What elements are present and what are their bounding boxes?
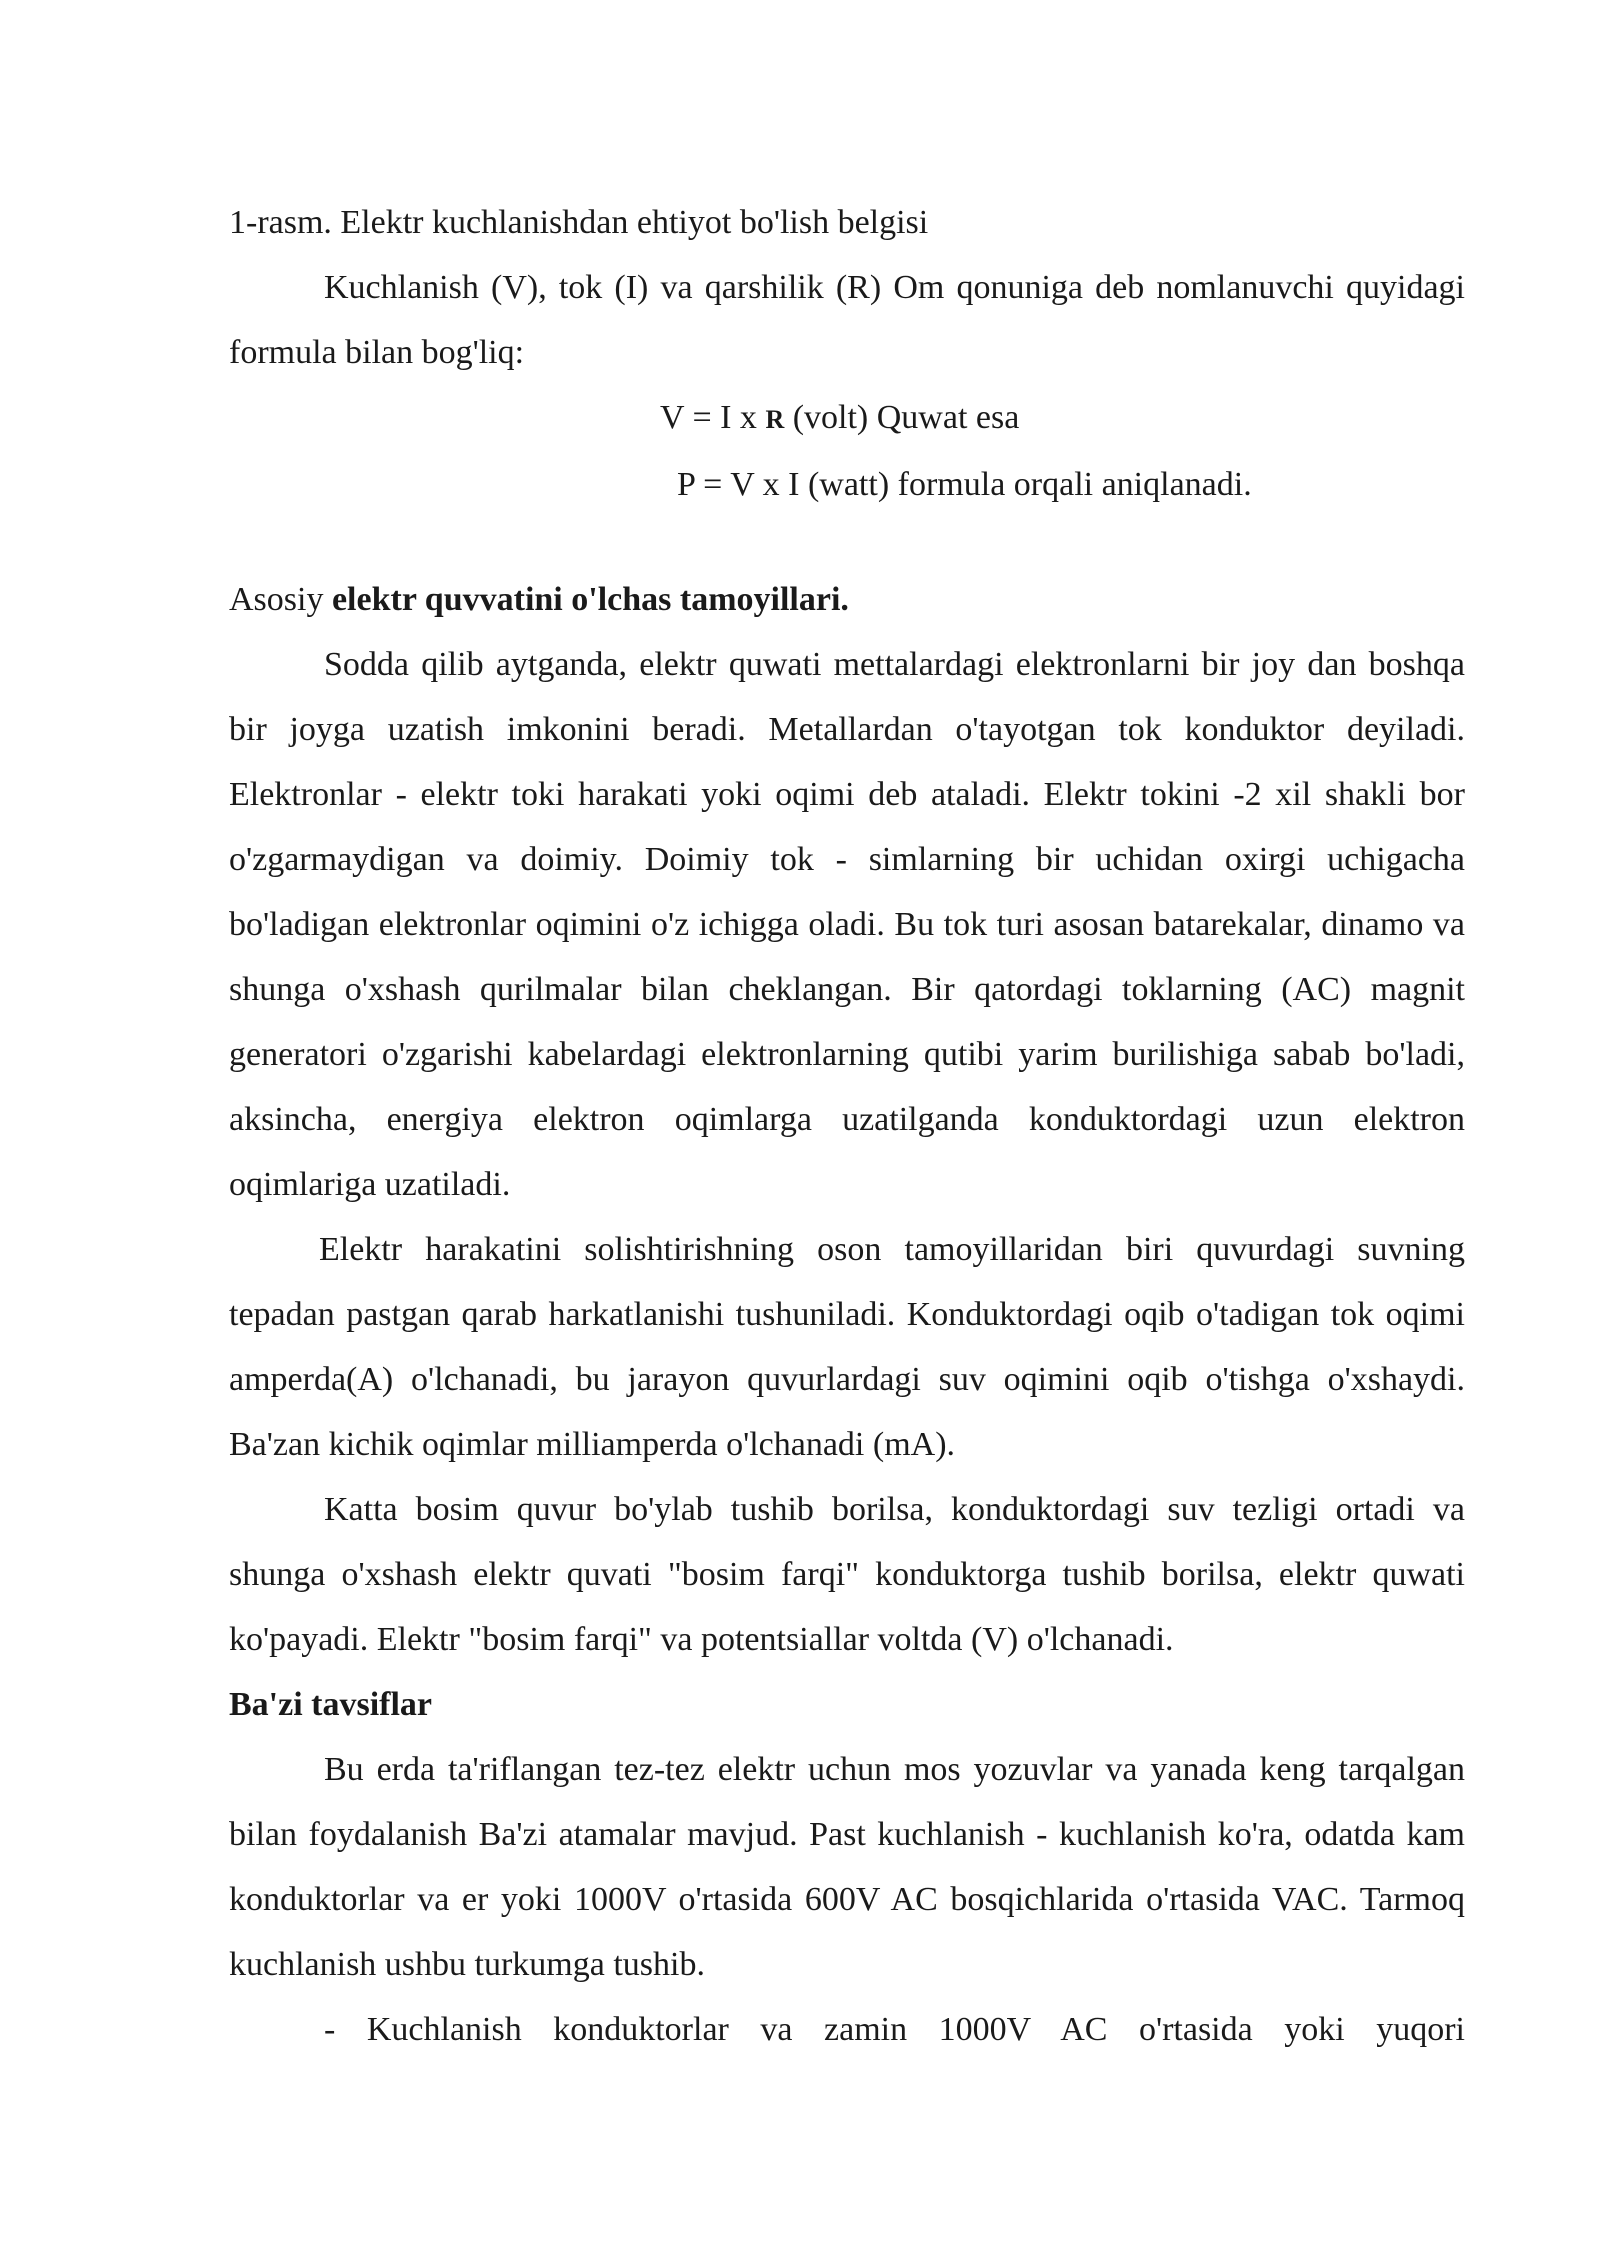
- formula-voltage-after: (volt) Quwat esa: [784, 399, 1020, 436]
- subheading-definitions: Ba'zi tavsiflar: [229, 1686, 433, 1723]
- paragraph-high-voltage: - Kuchlanish konduktorlar va zamin 1000V AC o'rtasida yoki yuqori: [324, 2011, 1465, 2048]
- spacer: [229, 517, 1465, 567]
- paragraph-low-voltage: Bu erda ta'riflangan tez-tez elektr uchun mos yozuvlar va yanada keng tarqalgan bilan foydalanish Ba'zi atamalar mavjud. Past kuchlanish - kuchlanish ko'ra, odatda kam konduktorlar va er yoki 1000V o'rtasida 600V AC bosqichlarida o'rtasida VAC. Tarmoq kuchlanish ushbu turkumga tushib.: [229, 1751, 1465, 1983]
- figure-caption: 1-rasm. Elektr kuchlanishdan ehtiyot bo'lish belgisi: [229, 204, 929, 241]
- document-page: [229, 190, 1465, 2062]
- section-title-prefix: Asosiy: [229, 581, 332, 618]
- formula-voltage: [229, 385, 1465, 452]
- formula-voltage-symbol: R: [765, 405, 785, 434]
- section-title: [229, 567, 1465, 632]
- paragraph-pressure-difference: Katta bosim quvur bo'ylab tushib borilsa, konduktordagi suv tezligi ortadi va shunga o'xshash elektr quvati "bosim farqi" konduktorga tushib borilsa, elektr quwati ko'payadi. Elektr "bosim farqi" va potentsiallar voltda (V) o'lchanadi.: [229, 1491, 1465, 1658]
- intro-paragraph: Kuchlanish (V), tok (I) va qarshilik (R) Om qonuniga deb nomlanuvchi quyidagi formula bilan bog'liq:: [229, 269, 1465, 371]
- formula-voltage-before: V = I x: [660, 399, 766, 436]
- paragraph-water-analogy: Elektr harakatini solishtirishning oson tamoyillaridan biri quvurdagi suvning tepadan pastgan qarab harkatlanishi tushuniladi. Konduktordagi oqib o'tadigan tok oqimi amperda(A) o'lchanadi, bu jarayon quvurlardagi suv oqimini oqib o'tishga o'xshaydi. Ba'zan kichik oqimlar milliamperda o'lchanadi (mA).: [229, 1231, 1465, 1463]
- section-title-bold: elektr quvvatini o'lchas tamoyillari.: [331, 581, 849, 618]
- formula-power: P = V x I (watt) formula orqali aniqlanadi.: [677, 466, 1252, 503]
- paragraph-electricity-basics: Sodda qilib aytganda, elektr quwati mettalardagi elektronlarni bir joy dan boshqa bir joyga uzatish imkonini beradi. Metallardan o'tayotgan tok konduktor deyiladi. Elektronlar - elektr toki harakati yoki oqimi deb ataladi. Elektr tokini -2 xil shakli bor o'zgarmaydigan va doimiy. Doimiy tok - simlarning bir uchidan oxirgi uchigacha bo'ladigan elektronlar oqimini o'z ichigga oladi. Bu tok turi asosan batarekalar, dinamo va shunga o'xshash qurilmalar bilan cheklangan. Bir qatordagi toklarning (AC) magnit generatori o'zgarishi kabelardagi elektronlarning qutibi yarim burilishiga sabab bo'ladi, aksincha, energiya elektron oqimlarga uzatilganda konduktordagi uzun elektron oqimlariga uzatiladi.: [229, 646, 1465, 1203]
